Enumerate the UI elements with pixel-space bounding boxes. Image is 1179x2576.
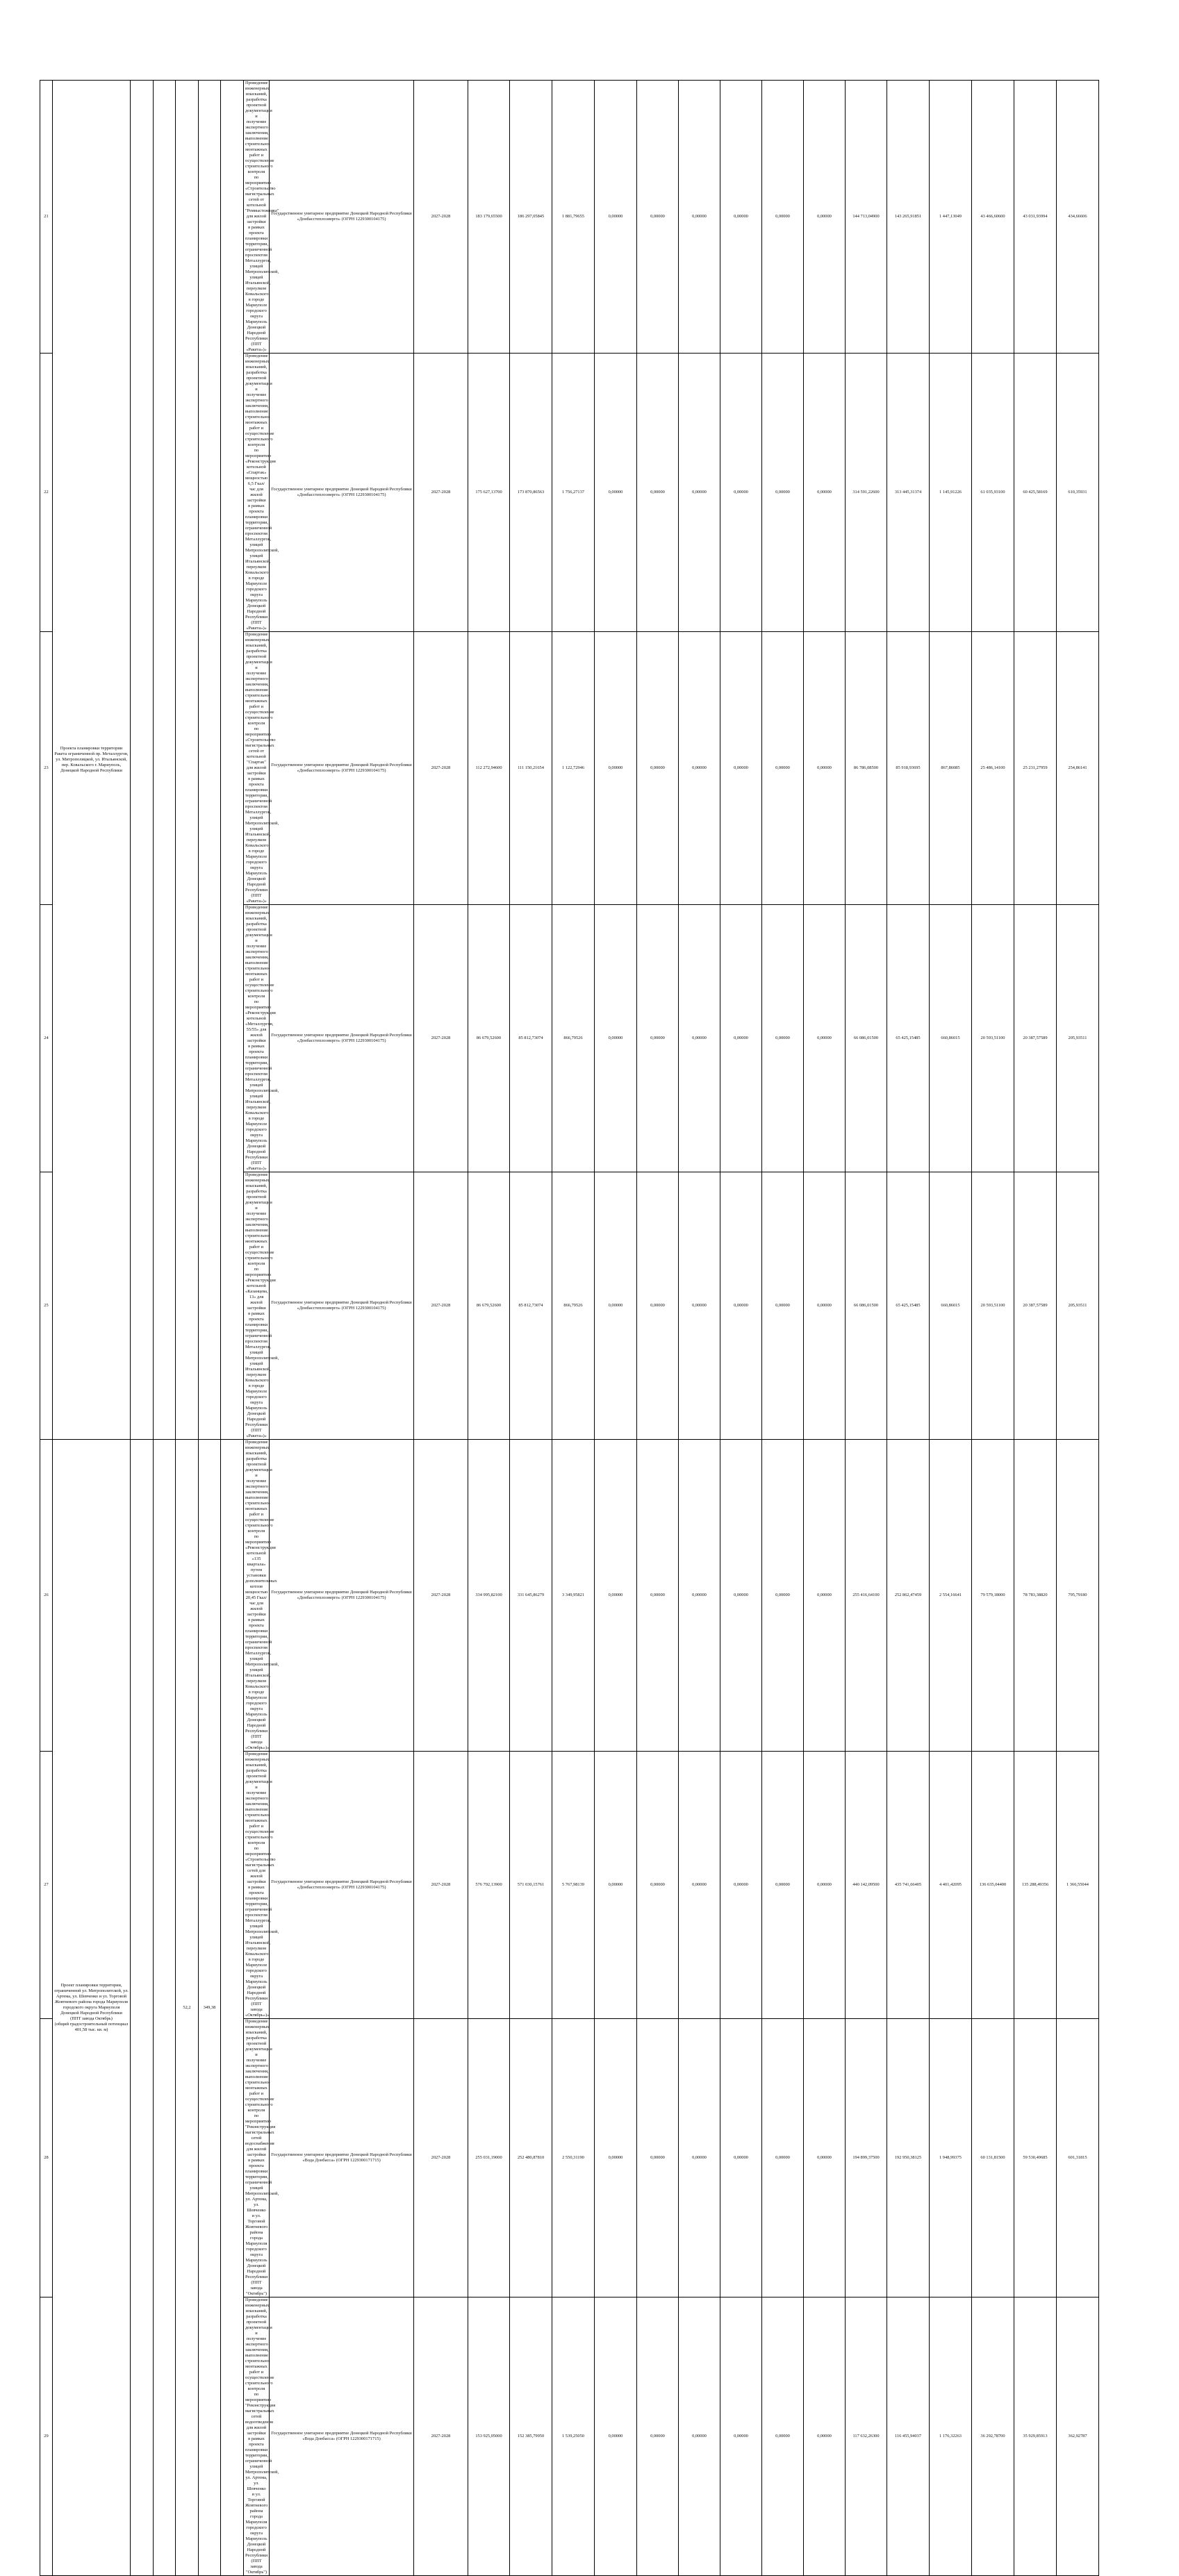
row-number: 29 — [40, 2297, 53, 2576]
value-cell: 20 593,51100 — [972, 905, 1014, 1172]
value-cell: 4 401,42095 — [930, 1752, 972, 2019]
area-cell: 52,2 — [176, 1440, 199, 2576]
value-cell: 112 272,94600 — [468, 632, 510, 905]
value-cell: 65 425,15485 — [887, 1172, 930, 1440]
value-cell: 0,00000 — [679, 2297, 720, 2576]
measure-description: Проведение инженерных изысканий, разработка проектной документации и получение экспертного заключения, выполнение строительно-монтажных работ и осуществление строительного контроля по мероприятию «Реконструкция котельной «Спартак» мощностью 6,5 Гкал/час для жилой застройки в рамках проекта планировки территории, ограниченной проспектом Металлургов, улицей Митрополитской, улицей Итальянской, переулком Ковальского в городе Мариуполе городского округа Мариуполь Донецкой Народной Республики (ППТ «Ракета»)» — [244, 354, 270, 632]
value-cell: 252 480,87810 — [510, 2019, 552, 2297]
row-number: 24 — [40, 905, 53, 1172]
value-cell: 186 297,05845 — [510, 81, 552, 354]
value-cell: 61 035,93100 — [972, 354, 1014, 632]
value-cell: 205,93511 — [1057, 1172, 1099, 1440]
value-cell: 0,00000 — [637, 2297, 679, 2576]
value-cell: 3 349,95821 — [552, 1440, 595, 1752]
implementation-period: 2027-2028 — [414, 2297, 468, 2576]
executor-organization: Государственное унитарное предприятие Донецкой Народной Республики «Донбасстеплоэнерго» (ОГРН 1229300104175) — [270, 81, 414, 354]
value-cell: 1 756,27137 — [552, 354, 595, 632]
value-cell: 255 416,64100 — [846, 1440, 887, 1752]
value-cell: 59 530,49685 — [1014, 2019, 1057, 2297]
executor-organization: Государственное унитарное предприятие Донецкой Народной Республики «Донбасстеплоэнерго» (ОГРН 1229300104175) — [270, 905, 414, 1172]
value-cell: 152 385,79950 — [510, 2297, 552, 2576]
value-cell: 0,00000 — [762, 1440, 804, 1752]
potential-cell: 349,38 — [199, 1440, 221, 2576]
value-cell: 331 645,86279 — [510, 1440, 552, 1752]
value-cell: 867,86085 — [930, 632, 972, 905]
value-cell: 192 950,38125 — [887, 2019, 930, 2297]
row-number: 22 — [40, 354, 53, 632]
value-cell: 66 086,01500 — [846, 905, 887, 1172]
row-number: 27 — [40, 1752, 53, 2019]
value-cell: 0,00000 — [679, 1440, 720, 1752]
value-cell: 116 455,94037 — [887, 2297, 930, 2576]
value-cell: 0,00000 — [595, 81, 637, 354]
value-cell: 194 899,37500 — [846, 2019, 887, 2297]
value-cell: 1 881,79655 — [552, 81, 595, 354]
value-cell: 0,00000 — [804, 632, 846, 905]
value-cell: 0,00000 — [762, 2297, 804, 2576]
implementation-period: 2027-2028 — [414, 354, 468, 632]
value-cell: 0,00000 — [595, 2297, 637, 2576]
blank-cell — [154, 81, 176, 1440]
value-cell: 111 150,21654 — [510, 632, 552, 905]
value-cell: 135 288,49356 — [1014, 1752, 1057, 2019]
executor-organization: Государственное унитарное предприятие Донецкой Народной Республики «Донбасстеплоэнерго» (ОГРН 1229300104175) — [270, 1440, 414, 1752]
value-cell: 0,00000 — [804, 354, 846, 632]
value-cell: 866,79526 — [552, 905, 595, 1172]
implementation-period: 2027-2028 — [414, 1440, 468, 1752]
executor-organization: Государственное унитарное предприятие Донецкой Народной Республики «Донбасстеплоэнерго» (ОГРН 1229300104175) — [270, 354, 414, 632]
value-cell: 0,00000 — [679, 2019, 720, 2297]
value-cell: 0,00000 — [637, 1752, 679, 2019]
project-name-cell: Проекта планировки территории Ракета ограниченной пр. Металлургов, ул. Митрополицкой, ул. Итальянской, пер. Ковальского г. Мариуполь, Донецкой Народной Республики — [53, 81, 131, 1440]
value-cell: 610,35931 — [1057, 354, 1099, 632]
value-cell: 0,00000 — [720, 1172, 762, 1440]
value-cell: 0,00000 — [637, 2019, 679, 2297]
measure-description: Проведение инженерных изысканий, разработка проектной документации и получение экспертного заключения, выполнение строительно-монтажных работ и осуществление строительного контроля по мероприятию «Реконструкция котельной «Металлургов, 55/55» для жилой застройки в рамках проекта планировки территории, ограниченной проспектом Металлургов, улицей Митрополитской, улицей Итальянской, переулком Ковальского в городе Мариуполе городского округа Мариуполь Донецкой Народной Республики (ППТ «Ракета»)» — [244, 905, 270, 1172]
value-cell: 20 387,57589 — [1014, 1172, 1057, 1440]
value-cell: 0,00000 — [595, 905, 637, 1172]
value-cell: 0,00000 — [637, 354, 679, 632]
executor-organization: Государственное унитарное предприятие Донецкой Народной Республики «Донбасстеплоэнерго» (ОГРН 1229300104175) — [270, 1752, 414, 2019]
value-cell: 86 786,08500 — [846, 632, 887, 905]
executor-organization: Государственное унитарное предприятие Донецкой Народной Республики «Донбасстеплоэнерго» (ОГРН 1229300104175) — [270, 632, 414, 905]
measure-description: Проведение инженерных изысканий, разработка проектной документации и получение экспертного заключения, выполнение строительно-монтажных работ и осуществление строительного контроля по мероприятию "Реконструкция магистральных сетей водоснабжения для жилой застройки в рамках проекта планировки территории, ограниченной улицей Митрополитской, ул. Артема, ул. Шевченко и ул. Торговой Жовтневого района города Мариуполя городского округа Мариуполь Донецкой Народной Республики (ППТ завода "Октябрь") — [244, 2019, 270, 2297]
value-cell: 0,00000 — [762, 1752, 804, 2019]
value-cell: 0,00000 — [637, 1172, 679, 1440]
value-cell: 0,00000 — [762, 632, 804, 905]
value-cell: 183 179,65500 — [468, 81, 510, 354]
blank-cell — [221, 1440, 244, 2576]
blank-cell — [131, 81, 154, 1440]
measure-description: Проведение инженерных изысканий, разработка проектной документации и получение экспертного заключения, выполнение строительно-монтажных работ и осуществление строительного контроля по мероприятию «Реконструкция котельной «Казанцева, 13» для жилой застройки в рамках проекта планировки территории, ограниченной проспектом Металлургов, улицей Митрополитской, улицей Итальянской, переулком Ковальского в городе Мариуполе городского округа Мариуполь Донецкой Народной Республики (ППТ «Ракета»)» — [244, 1172, 270, 1440]
value-cell: 86 679,52600 — [468, 1172, 510, 1440]
value-cell: 25 231,27959 — [1014, 632, 1057, 905]
value-cell: 571 030,15761 — [510, 1752, 552, 2019]
value-cell: 0,00000 — [679, 632, 720, 905]
value-cell: 362,92787 — [1057, 2297, 1099, 2576]
executor-organization: Государственное унитарное предприятие Донецкой Народной Республики «Вода Донбасса» (ОГРН 1229300171715) — [270, 2019, 414, 2297]
value-cell: 0,00000 — [762, 2019, 804, 2297]
executor-organization: Государственное унитарное предприятие Донецкой Народной Республики «Донбасстеплоэнерго» (ОГРН 1229300104175) — [270, 1172, 414, 1440]
implementation-period: 2027-2028 — [414, 905, 468, 1172]
value-cell: 0,00000 — [637, 632, 679, 905]
value-cell: 35 929,85913 — [1014, 2297, 1057, 2576]
value-cell: 0,00000 — [804, 2019, 846, 2297]
value-cell: 0,00000 — [762, 81, 804, 354]
value-cell: 1 176,32263 — [930, 2297, 972, 2576]
value-cell: 0,00000 — [804, 1440, 846, 1752]
value-cell: 0,00000 — [679, 354, 720, 632]
value-cell: 0,00000 — [637, 1440, 679, 1752]
value-cell: 0,00000 — [720, 1752, 762, 2019]
value-cell: 255 031,19000 — [468, 2019, 510, 2297]
value-cell: 36 292,78700 — [972, 2297, 1014, 2576]
value-cell: 0,00000 — [679, 1172, 720, 1440]
project-name-cell: Проект планировки территории, ограниченной ул. Митрополитской, ул. Артема, ул. Шевченко и ул. Торговой Жовтневого района города Мариуполя городского округа Мариуполя Донецкой Народной Республики (ППТ завода Октябрь) (общий градостроительный потенциал 401,58 тыс. кв. м) — [53, 1440, 131, 2576]
value-cell: 65 425,15485 — [887, 905, 930, 1172]
value-cell: 43 031,93994 — [1014, 81, 1057, 354]
value-cell: 0,00000 — [679, 1752, 720, 2019]
budget-table-sheet — [40, 80, 1128, 2575]
blank-cell — [221, 81, 244, 1440]
value-cell: 43 466,60600 — [972, 81, 1014, 354]
value-cell: 0,00000 — [720, 1440, 762, 1752]
row-number: 28 — [40, 2019, 53, 2297]
measure-description: Проведение инженерных изысканий, разработка проектной документации и получение экспертного заключения, выполнение строительно-монтажных работ и осуществление строительного контроля по мероприятию «Строительство магистральных сетей для жилой застройки в рамках проекта планировки территории, ограниченной проспектом Металлургов, улицей Митрополитской, улицей Итальянской, переулком Ковальского в городе Мариуполе городского округа Мариуполь Донецкой Народной Республики (ППТ завода «Октябрь»)» — [244, 1752, 270, 2019]
table-row — [40, 1440, 1141, 1752]
value-cell: 0,00000 — [720, 632, 762, 905]
value-cell: 85 812,73074 — [510, 1172, 552, 1440]
value-cell: 0,00000 — [762, 354, 804, 632]
value-cell: 60 131,81500 — [972, 2019, 1014, 2297]
row-number: 21 — [40, 81, 53, 354]
measure-description: Проведение инженерных изысканий, разработка проектной документации и получение экспертного заключения, выполнение строительно-монтажных работ и осуществление строительного контроля по мероприятию «Строительство магистральных сетей от котельной "Ремвыстежника" для жилой застройки в рамках проекта планировки территории, ограниченной проспектом Металлургов, улицей Митрополитской, улицей Итальянской, переулком Ковальского в городе Мариуполе городского округа Мариуполь Донецкой Народной Республики (ППТ «Ракета»)» — [244, 81, 270, 354]
row-number: 25 — [40, 1172, 53, 1440]
value-cell: 254,86141 — [1057, 632, 1099, 905]
value-cell: 0,00000 — [804, 1752, 846, 2019]
value-cell: 0,00000 — [720, 2297, 762, 2576]
value-cell: 2 554,16641 — [930, 1440, 972, 1752]
measure-description: Проведение инженерных изысканий, разработка проектной документации и получение экспертного заключения, выполнение строительно-монтажных работ и осуществление строительного контроля по мероприятию "Реконструкция магистральных сетей водоотведения для жилой застройки в рамках проекта планировки территории, ограниченной улицей Митрополитской, ул. Артема, ул. Шевченко и ул. Торговой Жовтневого района города Мариуполя городского округа Мариуполь Донецкой Народной Республики (ППТ завода "Октябрь") — [244, 2297, 270, 2576]
value-cell: 795,79180 — [1057, 1440, 1099, 1752]
executor-organization: Государственное унитарное предприятие Донецкой Народной Республики «Вода Донбасса» (ОГРН 1229300171715) — [270, 2297, 414, 2576]
value-cell: 0,00000 — [637, 81, 679, 354]
measure-description: Проведение инженерных изысканий, разработка проектной документации и получение экспертного заключения, выполнение строительно-монтажных работ и осуществление строительного контроля по мероприятию «Реконструкция котельной «135 квартала» путем установки дополнительных котлов мощностью 20,45 Гкал/час для жилой застройки в рамках проекта планировки территории, ограниченной проспектом Металлургов, улицей Митрополитской, улицей Итальянской, переулком Ковальского в городе Мариуполе городского округа Мариуполь Донецкой Народной Республики (ППТ завода «Октябрь»)» — [244, 1440, 270, 1752]
row-number: 23 — [40, 632, 53, 905]
value-cell: 252 862,47459 — [887, 1440, 930, 1752]
value-cell: 0,00000 — [595, 1172, 637, 1440]
value-cell: 0,00000 — [679, 81, 720, 354]
value-cell: 0,00000 — [720, 354, 762, 632]
value-cell: 85 918,93695 — [887, 632, 930, 905]
value-cell: 2 550,31190 — [552, 2019, 595, 2297]
value-cell: 79 579,18000 — [972, 1440, 1014, 1752]
value-cell: 5 767,98139 — [552, 1752, 595, 2019]
value-cell: 1 366,55044 — [1057, 1752, 1099, 2019]
implementation-period: 2027-2028 — [414, 2019, 468, 2297]
area-cell — [176, 81, 199, 1440]
implementation-period: 2027-2028 — [414, 632, 468, 905]
value-cell: 60 425,58169 — [1014, 354, 1057, 632]
value-cell: 0,00000 — [637, 905, 679, 1172]
value-cell: 0,00000 — [679, 905, 720, 1172]
value-cell: 1 145,91226 — [930, 354, 972, 632]
implementation-period: 2027-2028 — [414, 81, 468, 354]
value-cell: 0,00000 — [804, 905, 846, 1172]
value-cell: 78 783,38820 — [1014, 1440, 1057, 1752]
implementation-period: 2027-2028 — [414, 1752, 468, 2019]
value-cell: 0,00000 — [595, 2019, 637, 2297]
value-cell: 25 486,14100 — [972, 632, 1014, 905]
value-cell: 0,00000 — [720, 905, 762, 1172]
value-cell: 0,00000 — [595, 1752, 637, 2019]
value-cell: 1 447,13049 — [930, 81, 972, 354]
value-cell: 66 086,01500 — [846, 1172, 887, 1440]
value-cell: 660,86015 — [930, 905, 972, 1172]
value-cell: 334 995,82100 — [468, 1440, 510, 1752]
value-cell: 173 870,86563 — [510, 354, 552, 632]
value-cell: 20 387,57589 — [1014, 905, 1057, 1172]
blank-cell — [154, 1440, 176, 2576]
value-cell: 601,31815 — [1057, 2019, 1099, 2297]
value-cell: 144 713,04900 — [846, 81, 887, 354]
value-cell: 660,86015 — [930, 1172, 972, 1440]
value-cell: 313 445,31374 — [887, 354, 930, 632]
value-cell: 85 812,73074 — [510, 905, 552, 1172]
value-cell: 440 142,09500 — [846, 1752, 887, 2019]
value-cell: 20 593,51100 — [972, 1172, 1014, 1440]
value-cell: 434,66606 — [1057, 81, 1099, 354]
value-cell: 0,00000 — [720, 81, 762, 354]
value-cell: 314 591,22600 — [846, 354, 887, 632]
table-row — [40, 81, 1141, 354]
blank-cell — [131, 1440, 154, 2576]
value-cell: 0,00000 — [804, 81, 846, 354]
row-number: 26 — [40, 1440, 53, 1752]
value-cell: 0,00000 — [762, 905, 804, 1172]
potential-cell — [199, 81, 221, 1440]
value-cell: 205,93511 — [1057, 905, 1099, 1172]
value-cell: 0,00000 — [595, 1440, 637, 1752]
value-cell: 175 627,13700 — [468, 354, 510, 632]
value-cell: 153 925,05000 — [468, 2297, 510, 2576]
value-cell: 1 539,25050 — [552, 2297, 595, 2576]
value-cell: 576 792,13900 — [468, 1752, 510, 2019]
investment-program-table — [40, 80, 1141, 2576]
value-cell: 866,79526 — [552, 1172, 595, 1440]
value-cell: 0,00000 — [762, 1172, 804, 1440]
value-cell: 117 632,26300 — [846, 2297, 887, 2576]
value-cell: 143 265,91851 — [887, 81, 930, 354]
value-cell: 86 679,52600 — [468, 905, 510, 1172]
value-cell: 0,00000 — [804, 2297, 846, 2576]
value-cell: 136 635,04400 — [972, 1752, 1014, 2019]
implementation-period: 2027-2028 — [414, 1172, 468, 1440]
value-cell: 0,00000 — [595, 632, 637, 905]
value-cell: 435 741,66405 — [887, 1752, 930, 2019]
value-cell: 1 122,72946 — [552, 632, 595, 905]
measure-description: Проведение инженерных изысканий, разработка проектной документации и получение экспертного заключения, выполнение строительно-монтажных работ и осуществление строительного контроля по мероприятию «Строительство магистральных сетей от котельной "Спартак" для жилой застройки в рамках проекта планировки территории, ограниченной проспектом Металлургов, улицей Митрополитской, улицей Итальянской, переулком Ковальского в городе Мариуполе городского округа Мариуполь Донецкой Народной Республики (ППТ «Ракета»)» — [244, 632, 270, 905]
value-cell: 0,00000 — [720, 2019, 762, 2297]
value-cell: 1 948,99375 — [930, 2019, 972, 2297]
value-cell: 0,00000 — [595, 354, 637, 632]
value-cell: 0,00000 — [804, 1172, 846, 1440]
